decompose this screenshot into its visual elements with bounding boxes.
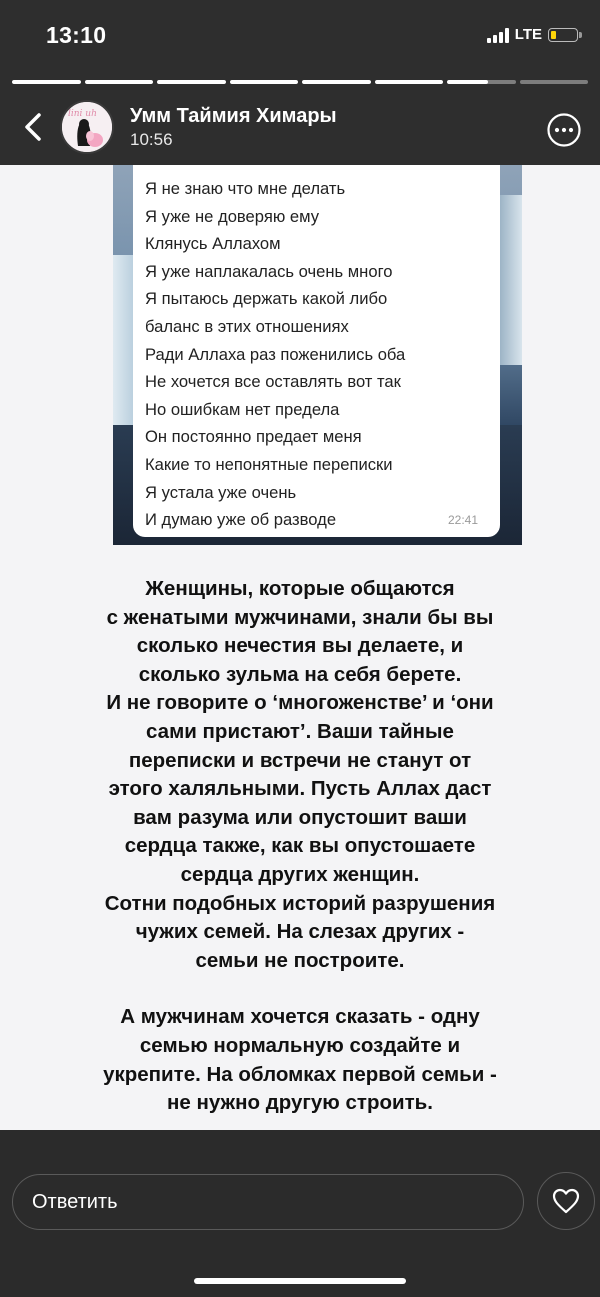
caption-line: сердца также, как вы опустошаете	[124, 834, 476, 858]
message-line: И думаю уже об разводе	[145, 510, 337, 530]
message-line: баланс в этих отношениях	[145, 316, 349, 336]
more-options-icon[interactable]	[546, 112, 582, 148]
progress-segment	[85, 80, 154, 84]
caption-line: этого халяльными. Пусть Аллах даст	[108, 777, 492, 801]
caption-line: сердца других женщин.	[180, 862, 420, 886]
network-type: LTE	[514, 26, 542, 43]
heart-icon	[552, 1188, 580, 1214]
story-progress-bar	[12, 80, 588, 84]
caption-line: семьи не построите.	[195, 948, 405, 972]
reply-placeholder: Ответить	[32, 1190, 118, 1213]
message-line: Я пытаюсь держать какой либо	[145, 289, 388, 309]
avatar[interactable]	[60, 100, 114, 154]
caption-line: И не говорите о ‘многоженстве’ и ‘они	[106, 691, 494, 715]
reply-input[interactable]	[12, 1174, 524, 1230]
progress-segment	[12, 80, 81, 84]
progress-segment	[375, 80, 444, 84]
story-header	[0, 0, 600, 165]
caption-line: Сотни подобных историй разрушения	[104, 891, 496, 915]
message-line: Я не знаю что мне делать	[145, 179, 346, 198]
avatar-caption: lini uh	[68, 109, 97, 119]
caption-line: А мужчинам хочется сказать - одну	[120, 1005, 480, 1029]
message-line: Но ошибкам нет предела	[145, 399, 340, 419]
caption-line: переписки и встречи не станут от	[128, 748, 472, 772]
caption-line: укрепите. На обломках первой семьи -	[103, 1062, 497, 1086]
signal-icon	[487, 27, 509, 43]
home-indicator[interactable]	[194, 1278, 406, 1284]
message-line: Я уже наплакалась очень много	[145, 261, 393, 281]
progress-segment	[520, 80, 589, 84]
message-line: Не хочется все оставлять вот так	[145, 372, 401, 392]
post-time: 10:56	[130, 130, 173, 149]
progress-segment	[157, 80, 226, 84]
status-icons	[487, 26, 578, 43]
status-time: 13:10	[46, 22, 107, 48]
message-line: Я устала уже очень	[145, 482, 297, 502]
caption-line: не нужно другую строить.	[167, 1091, 433, 1115]
story-caption	[0, 575, 600, 1118]
message-line: Ради Аллаха раз поженились оба	[145, 344, 406, 364]
caption-line: вам разума или опустошит ваши	[133, 805, 467, 829]
message-line: Клянусь Аллахом	[145, 234, 281, 254]
caption-paragraph-2	[0, 1003, 600, 1117]
caption-line: сколько нечестия вы делаете, и	[136, 634, 464, 658]
message-line: Он постоянно предает меня	[145, 427, 362, 447]
caption-line: чужих семей. На слезах других -	[135, 920, 465, 944]
caption-line: сколько зульма на себя берете.	[138, 662, 462, 686]
caption-line: семью нормальную создайте и	[139, 1033, 461, 1057]
avatar-image	[62, 102, 112, 152]
message-time: 22:41	[447, 513, 478, 527]
caption-paragraph-1	[0, 575, 600, 975]
caption-line: Женщины, которые общаются	[145, 577, 455, 600]
message-text	[145, 175, 500, 534]
progress-segment	[230, 80, 299, 84]
caption-line: с женатыми мужчинами, знали бы вы	[106, 605, 494, 629]
message-line: Какие то непонятные переписки	[145, 454, 393, 474]
caption-line: сами пристают’. Ваши тайные	[146, 719, 454, 743]
progress-segment	[302, 80, 371, 84]
chat-screenshot	[113, 165, 522, 545]
message-line: Я уже не доверяю ему	[145, 206, 319, 226]
like-button[interactable]	[537, 1172, 595, 1230]
story-content[interactable]	[0, 165, 600, 1130]
progress-segment	[447, 80, 516, 84]
message-bubble	[133, 165, 500, 537]
chevron-left-icon[interactable]	[18, 110, 48, 144]
author-name[interactable]: Умм Таймия Химары	[130, 105, 337, 127]
battery-icon	[548, 28, 578, 42]
